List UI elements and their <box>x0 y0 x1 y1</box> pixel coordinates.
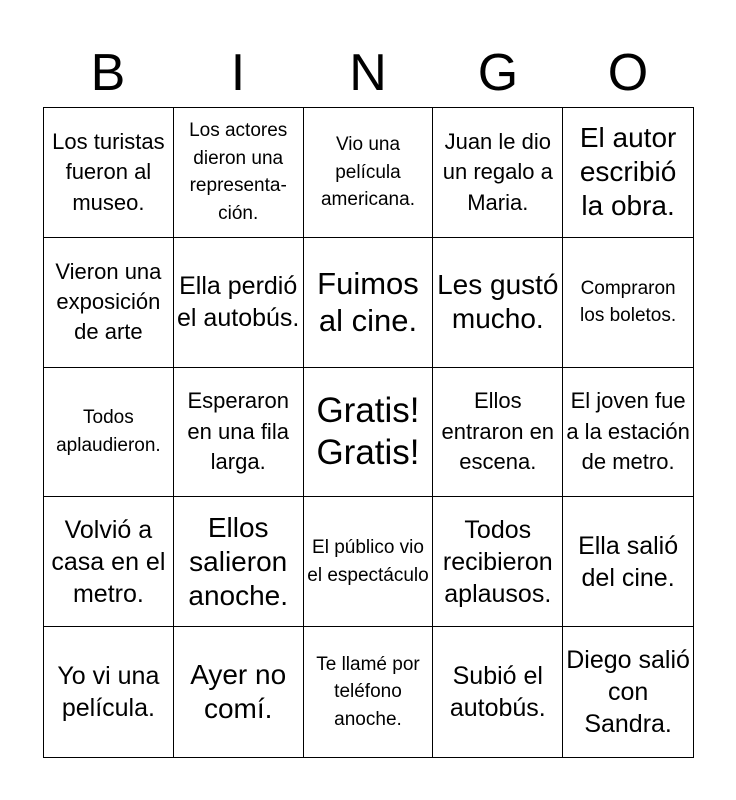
cell-text: Ella salió del cine. <box>578 531 679 592</box>
bingo-cell-r2c5[interactable] <box>563 238 693 368</box>
cell-text: Ayer no comí. <box>190 658 287 725</box>
cell-text: El joven fue a la estación de metro. <box>566 388 690 475</box>
cell-text: Subió el autobús. <box>449 662 546 723</box>
bingo-cell-r4c5[interactable] <box>563 497 693 627</box>
bingo-cell-r5c4[interactable] <box>433 627 563 757</box>
cell-text: Vio una película americana. <box>320 134 415 211</box>
bingo-cell-r5c2[interactable] <box>174 627 304 757</box>
cell-text: Ellos entraron en escena. <box>441 388 555 475</box>
cell-text: Yo vi una película. <box>57 662 160 723</box>
cell-text: Los actores dieron una representa-ción. <box>189 120 288 224</box>
cell-text: Te llamé por teléfono anoche. <box>316 653 420 730</box>
cell-text: Todos recibieron aplausos. <box>442 515 553 608</box>
bingo-cell-r2c2[interactable] <box>174 238 304 368</box>
bingo-cell-r5c1[interactable] <box>44 627 174 757</box>
cell-text: El autor escribió la obra. <box>579 122 677 222</box>
bingo-cell-r1c4[interactable] <box>433 108 563 238</box>
bingo-cell-r2c1[interactable] <box>44 238 174 368</box>
bingo-cell-r4c4[interactable] <box>433 497 563 627</box>
cell-text: Los turistas fueron al museo. <box>52 128 165 215</box>
bingo-cell-free-space[interactable] <box>304 368 434 498</box>
cell-text: Ella perdió el autobús. <box>177 272 300 333</box>
bingo-cell-r2c3[interactable] <box>304 238 434 368</box>
cell-text: Ellos salieron anoche. <box>188 511 289 611</box>
bingo-cell-r4c3[interactable] <box>304 497 434 627</box>
cell-text: Esperaron en una fila larga. <box>187 388 289 475</box>
bingo-cell-r1c2[interactable] <box>174 108 304 238</box>
bingo-cell-r4c2[interactable] <box>174 497 304 627</box>
bingo-card <box>43 107 694 758</box>
bingo-cell-r3c5[interactable] <box>563 368 693 498</box>
bingo-cell-r1c1[interactable] <box>44 108 174 238</box>
bingo-header <box>43 40 693 106</box>
header-letter-b: B <box>90 44 126 102</box>
bingo-cell-r5c5[interactable] <box>563 627 693 757</box>
header-letter-o: O <box>607 44 649 102</box>
bingo-cell-r1c3[interactable] <box>304 108 434 238</box>
cell-text: Diego salió con Sandra. <box>566 646 690 739</box>
header-letter-i: I <box>230 44 246 102</box>
bingo-cell-r3c2[interactable] <box>174 368 304 498</box>
bingo-cell-r1c5[interactable] <box>563 108 693 238</box>
cell-text: El público vio el espectáculo <box>307 537 429 586</box>
bingo-cell-r5c3[interactable] <box>304 627 434 757</box>
header-letter-n: N <box>349 44 387 102</box>
cell-text: Todos aplaudieron. <box>56 407 161 456</box>
bingo-cell-r4c1[interactable] <box>44 497 174 627</box>
bingo-cell-r2c4[interactable] <box>433 238 563 368</box>
cell-text: Les gustó mucho. <box>437 269 559 335</box>
cell-text: Gratis! Gratis! <box>316 390 420 472</box>
bingo-cell-r3c4[interactable] <box>433 368 563 498</box>
cell-text: Fuimos al cine. <box>317 266 419 339</box>
header-letter-g: G <box>477 44 519 102</box>
bingo-cell-r3c1[interactable] <box>44 368 174 498</box>
cell-text: Volvió a casa en el metro. <box>51 515 166 608</box>
cell-text: Compraron los boletos. <box>580 277 677 327</box>
cell-text: Juan le dio un regalo a Maria. <box>442 128 553 215</box>
cell-text: Vieron una exposición de arte <box>55 258 162 345</box>
